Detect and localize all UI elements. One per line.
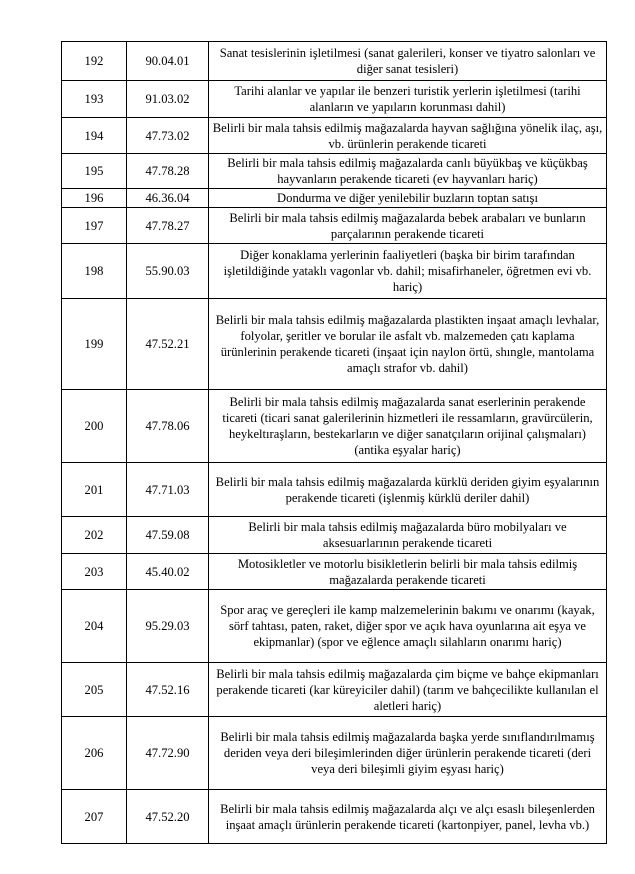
table-row (62, 463, 607, 517)
row-number: 194 (62, 118, 127, 154)
table-row (62, 154, 607, 189)
table-row (62, 790, 607, 844)
activity-code: 47.52.21 (127, 299, 209, 390)
activity-description: Belirli bir mala tahsis edilmiş mağazalarda alçı ve alçı esaslı bileşenlerden inşaat amaçlı ürünlerin perakende ticareti (kartonpiyer, panel, levha vb.) (209, 790, 607, 844)
activity-description: Belirli bir mala tahsis edilmiş mağazalarda sanat eserlerinin perakende ticareti (ticari sanat galerilerinin hizmetleri ile ressamların, gravürcülerin, heykeltıraşların, bestekarların ve diğer sanatçıların orijinal çalışmaları) (antika eşyalar hariç) (209, 390, 607, 463)
table-row (62, 663, 607, 717)
table-row (62, 81, 607, 118)
activity-code: 46.36.04 (127, 189, 209, 208)
row-number: 205 (62, 663, 127, 717)
activity-description: Spor araç ve gereçleri ile kamp malzemelerinin bakımı ve onarımı (kayak, sörf tahtası, paten, raket, diğer spor ve açık hava oyunlarına ait eşya ve ekipmanlar) (spor ve eğlence amaçlı silahların onarımı hariç) (209, 590, 607, 663)
row-number: 197 (62, 208, 127, 244)
activity-description: Belirli bir mala tahsis edilmiş mağazalarda canlı büyükbaş ve küçükbaş hayvanların perakende ticareti (ev hayvanları hariç) (209, 154, 607, 189)
activity-description: Belirli bir mala tahsis edilmiş mağazalarda başka yerde sınıflandırılmamış deriden veya deri bileşimlerinden diğer ürünlerin perakende ticareti (deri veya deri bileşimli giyim eşyası hariç) (209, 717, 607, 790)
activity-code: 91.03.02 (127, 81, 209, 118)
row-number: 203 (62, 554, 127, 590)
row-number: 201 (62, 463, 127, 517)
table-row (62, 208, 607, 244)
activity-description: Belirli bir mala tahsis edilmiş mağazalarda plastikten inşaat amaçlı levhalar, folyolar, şeritler ve borular ile asfalt vb. malzemeden çatı kaplama ürünlerinin perakende ticareti (inşaat için naylon örtü, shıngle, mantolama amaçlı strafor vb. dahil) (209, 299, 607, 390)
activity-code: 90.04.01 (127, 42, 209, 81)
table-row (62, 590, 607, 663)
activity-code: 47.52.16 (127, 663, 209, 717)
activity-code: 47.78.06 (127, 390, 209, 463)
activity-code: 55.90.03 (127, 244, 209, 299)
activity-description: Motosikletler ve motorlu bisikletlerin belirli bir mala tahsis edilmiş mağazalarda perakende ticareti (209, 554, 607, 590)
activity-code-table (61, 41, 607, 844)
table-row (62, 517, 607, 554)
activity-description: Belirli bir mala tahsis edilmiş mağazalarda bebek arabaları ve bunların parçalarının perakende ticareti (209, 208, 607, 244)
activity-code: 47.73.02 (127, 118, 209, 154)
activity-code: 47.59.08 (127, 517, 209, 554)
table-row (62, 554, 607, 590)
activity-description: Belirli bir mala tahsis edilmiş mağazalarda çim biçme ve bahçe ekipmanları perakende ticareti (kar küreyiciler dahil) (tarım ve bahçecilikte kullanılan el aletleri hariç) (209, 663, 607, 717)
activity-code: 47.52.20 (127, 790, 209, 844)
row-number: 206 (62, 717, 127, 790)
table-row (62, 189, 607, 208)
row-number: 204 (62, 590, 127, 663)
activity-code: 47.72.90 (127, 717, 209, 790)
activity-description: Dondurma ve diğer yenilebilir buzların toptan satışı (209, 189, 607, 208)
table-row (62, 244, 607, 299)
row-number: 196 (62, 189, 127, 208)
activity-description: Belirli bir mala tahsis edilmiş mağazalarda büro mobilyaları ve aksesuarlarının perakende ticareti (209, 517, 607, 554)
row-number: 202 (62, 517, 127, 554)
row-number: 199 (62, 299, 127, 390)
activity-code: 45.40.02 (127, 554, 209, 590)
row-number: 195 (62, 154, 127, 189)
row-number: 192 (62, 42, 127, 81)
table-row (62, 42, 607, 81)
activity-description: Diğer konaklama yerlerinin faaliyetleri (başka bir birim tarafından işletildiğinde yataklı vagonlar vb. dahil; misafirhaneler, öğretmen evi vb. hariç) (209, 244, 607, 299)
activity-code: 95.29.03 (127, 590, 209, 663)
activity-code: 47.78.27 (127, 208, 209, 244)
table-row (62, 390, 607, 463)
table-row (62, 118, 607, 154)
activity-code: 47.78.28 (127, 154, 209, 189)
row-number: 207 (62, 790, 127, 844)
activity-description: Tarihi alanlar ve yapılar ile benzeri turistik yerlerin işletilmesi (tarihi alanların ve yapıların korunması dahil) (209, 81, 607, 118)
row-number: 193 (62, 81, 127, 118)
row-number: 198 (62, 244, 127, 299)
table-row (62, 299, 607, 390)
activity-description: Belirli bir mala tahsis edilmiş mağazalarda kürklü deriden giyim eşyalarının perakende ticareti (işlenmiş kürklü deriler dahil) (209, 463, 607, 517)
row-number: 200 (62, 390, 127, 463)
table-row (62, 717, 607, 790)
activity-code: 47.71.03 (127, 463, 209, 517)
activity-description: Belirli bir mala tahsis edilmiş mağazalarda hayvan sağlığına yönelik ilaç, aşı, vb. ürünlerin perakende ticareti (209, 118, 607, 154)
activity-description: Sanat tesislerinin işletilmesi (sanat galerileri, konser ve tiyatro salonları ve diğer sanat tesisleri) (209, 42, 607, 81)
